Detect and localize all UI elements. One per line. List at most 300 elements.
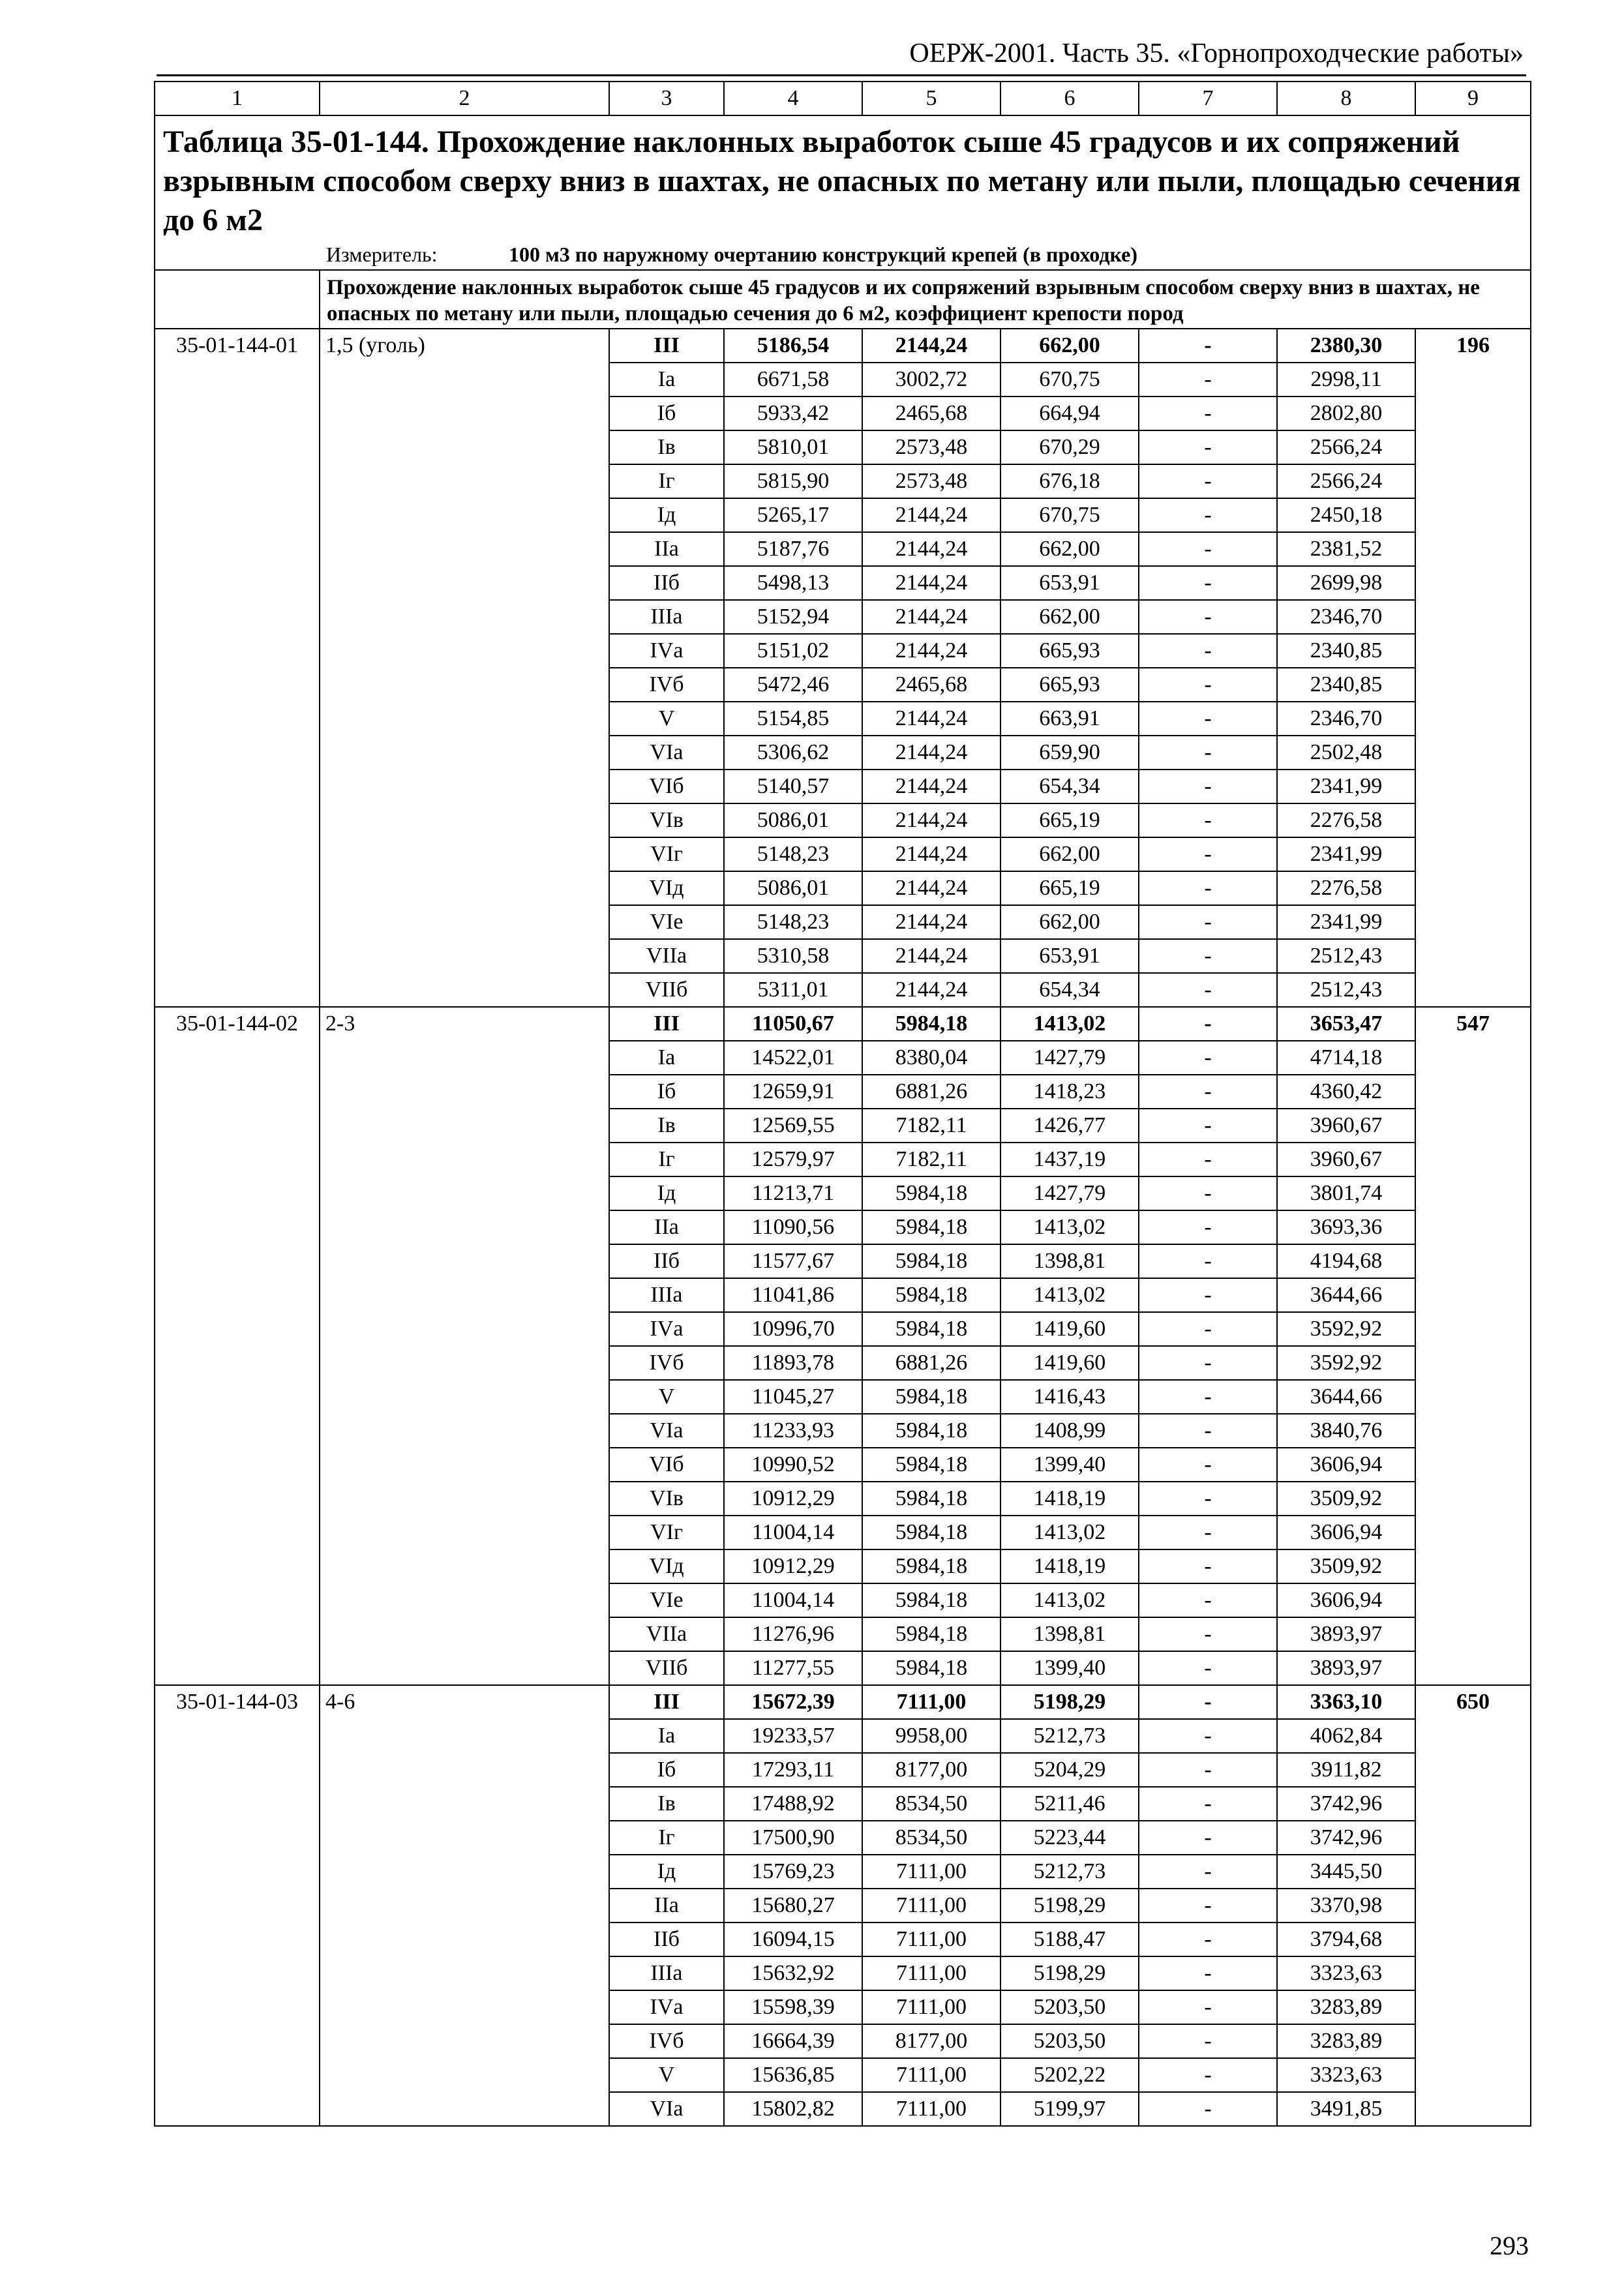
- value-cell: 670,75: [1000, 363, 1139, 396]
- condition-code: Iа: [609, 1041, 724, 1075]
- table-row: [155, 1075, 1531, 1109]
- value-cell: 1418,19: [1000, 1549, 1139, 1583]
- value-cell: -: [1139, 1549, 1277, 1583]
- rock-hardness: [320, 1244, 609, 1278]
- condition-code: VIд: [609, 1549, 724, 1583]
- value-cell: 3801,74: [1277, 1176, 1415, 1210]
- value-cell: 3794,68: [1277, 1922, 1415, 1956]
- rate-code: [155, 770, 320, 803]
- condition-code: V: [609, 702, 724, 736]
- table-row: [155, 1414, 1531, 1448]
- value-cell: 2144,24: [862, 770, 1000, 803]
- rate-code: [155, 1617, 320, 1651]
- rate-code: [155, 905, 320, 939]
- value-cell: -: [1139, 1482, 1277, 1516]
- group-value: [1415, 1448, 1531, 1482]
- group-value: [1415, 1176, 1531, 1210]
- value-cell: 1413,02: [1000, 1278, 1139, 1312]
- value-cell: 7111,00: [862, 1855, 1000, 1889]
- rate-code: [155, 1041, 320, 1075]
- value-cell: 10996,70: [724, 1312, 862, 1346]
- value-cell: 3911,82: [1277, 1753, 1415, 1787]
- rate-code: [155, 1651, 320, 1685]
- value-cell: -: [1139, 1821, 1277, 1855]
- group-value: [1415, 1922, 1531, 1956]
- value-cell: 4062,84: [1277, 1719, 1415, 1753]
- value-cell: 653,91: [1000, 939, 1139, 973]
- value-cell: 8380,04: [862, 1041, 1000, 1075]
- rock-hardness: [320, 1109, 609, 1143]
- value-cell: 2340,85: [1277, 668, 1415, 702]
- value-cell: 3606,94: [1277, 1448, 1415, 1482]
- value-cell: 3606,94: [1277, 1583, 1415, 1617]
- value-cell: 2346,70: [1277, 702, 1415, 736]
- table-row: [155, 1922, 1531, 1956]
- value-cell: 5984,18: [862, 1312, 1000, 1346]
- value-cell: 10912,29: [724, 1482, 862, 1516]
- group-value: [1415, 1346, 1531, 1380]
- value-cell: 7111,00: [862, 1922, 1000, 1956]
- table-row: [155, 566, 1531, 600]
- value-cell: 1399,40: [1000, 1651, 1139, 1685]
- value-cell: -: [1139, 1380, 1277, 1414]
- table-row: [155, 2058, 1531, 2092]
- value-cell: 3960,67: [1277, 1143, 1415, 1176]
- rock-hardness: [320, 1922, 609, 1956]
- value-cell: 2998,11: [1277, 363, 1415, 396]
- condition-code: IIб: [609, 1244, 724, 1278]
- value-cell: -: [1139, 1922, 1277, 1956]
- condition-code: Iб: [609, 1753, 724, 1787]
- value-cell: -: [1139, 1414, 1277, 1448]
- condition-code: VIа: [609, 1414, 724, 1448]
- value-cell: 2144,24: [862, 736, 1000, 770]
- value-cell: 2144,24: [862, 532, 1000, 566]
- rock-hardness: [320, 1380, 609, 1414]
- group-value: [1415, 1753, 1531, 1787]
- value-cell: 5187,76: [724, 532, 862, 566]
- value-cell: 2144,24: [862, 566, 1000, 600]
- value-cell: -: [1139, 905, 1277, 939]
- group-value: [1415, 2024, 1531, 2058]
- value-cell: 654,34: [1000, 770, 1139, 803]
- condition-code: Iб: [609, 396, 724, 430]
- value-cell: 3002,72: [862, 363, 1000, 396]
- value-cell: 5086,01: [724, 803, 862, 837]
- value-cell: 5212,73: [1000, 1855, 1139, 1889]
- group-value: [1415, 1075, 1531, 1109]
- value-cell: 3606,94: [1277, 1516, 1415, 1549]
- group-value: [1415, 2058, 1531, 2092]
- rate-code: [155, 668, 320, 702]
- value-cell: 2276,58: [1277, 803, 1415, 837]
- condition-code: Iв: [609, 430, 724, 464]
- value-cell: 5310,58: [724, 939, 862, 973]
- rock-hardness: [320, 1549, 609, 1583]
- rock-hardness: [320, 1075, 609, 1109]
- value-cell: 1398,81: [1000, 1244, 1139, 1278]
- value-cell: -: [1139, 837, 1277, 871]
- group-value: [1415, 1855, 1531, 1889]
- rock-hardness: [320, 736, 609, 770]
- rate-code: [155, 1889, 320, 1922]
- value-cell: -: [1139, 1516, 1277, 1549]
- value-cell: 7182,11: [862, 1143, 1000, 1176]
- value-cell: -: [1139, 1787, 1277, 1821]
- value-cell: 12569,55: [724, 1109, 862, 1143]
- condition-code: VIб: [609, 1448, 724, 1482]
- value-cell: 11041,86: [724, 1278, 862, 1312]
- rate-code: [155, 566, 320, 600]
- condition-code: IIа: [609, 1889, 724, 1922]
- rock-hardness: [320, 1990, 609, 2024]
- group-value: [1415, 1956, 1531, 1990]
- value-cell: 665,93: [1000, 634, 1139, 668]
- value-cell: -: [1139, 566, 1277, 600]
- rock-hardness: [320, 532, 609, 566]
- value-cell: 2573,48: [862, 430, 1000, 464]
- value-cell: 11090,56: [724, 1210, 862, 1244]
- value-cell: 2144,24: [862, 837, 1000, 871]
- value-cell: 3653,47: [1277, 1007, 1415, 1041]
- value-cell: 3742,96: [1277, 1821, 1415, 1855]
- rate-code: [155, 1075, 320, 1109]
- value-cell: 11004,14: [724, 1516, 862, 1549]
- rock-hardness: [320, 1143, 609, 1176]
- rock-hardness: [320, 905, 609, 939]
- running-header: [157, 31, 1526, 76]
- value-cell: 5211,46: [1000, 1787, 1139, 1821]
- value-cell: 5151,02: [724, 634, 862, 668]
- rate-code: [155, 1753, 320, 1787]
- value-cell: 7111,00: [862, 2058, 1000, 2092]
- condition-code: VIв: [609, 803, 724, 837]
- value-cell: -: [1139, 498, 1277, 532]
- value-cell: 5154,85: [724, 702, 862, 736]
- value-cell: 1399,40: [1000, 1448, 1139, 1482]
- condition-code: IVа: [609, 634, 724, 668]
- value-cell: -: [1139, 1075, 1277, 1109]
- column-number: 9: [1415, 82, 1531, 115]
- table-row: [155, 1956, 1531, 1990]
- table-row: [155, 1549, 1531, 1583]
- value-cell: 17293,11: [724, 1753, 862, 1787]
- rate-code: [155, 939, 320, 973]
- value-cell: -: [1139, 430, 1277, 464]
- value-cell: 5140,57: [724, 770, 862, 803]
- value-cell: 5984,18: [862, 1516, 1000, 1549]
- rock-hardness: 2-3: [320, 1007, 609, 1041]
- value-cell: 15632,92: [724, 1956, 862, 1990]
- value-cell: 10912,29: [724, 1549, 862, 1583]
- rate-code: [155, 973, 320, 1007]
- rate-code: 35-01-144-03: [155, 1685, 320, 1719]
- value-cell: 664,94: [1000, 396, 1139, 430]
- table-row: [155, 803, 1531, 837]
- value-cell: 654,34: [1000, 973, 1139, 1007]
- value-cell: 662,00: [1000, 329, 1139, 363]
- value-cell: 8534,50: [862, 1787, 1000, 1821]
- table-row: [155, 430, 1531, 464]
- value-cell: 11004,14: [724, 1583, 862, 1617]
- group-value: 196: [1415, 329, 1531, 363]
- condition-code: Iб: [609, 1075, 724, 1109]
- group-value: [1415, 1651, 1531, 1685]
- rate-code: [155, 634, 320, 668]
- table-row: [155, 532, 1531, 566]
- condition-code: VIг: [609, 837, 724, 871]
- condition-code: VIIб: [609, 973, 724, 1007]
- value-cell: 3592,92: [1277, 1346, 1415, 1380]
- value-cell: -: [1139, 1143, 1277, 1176]
- value-cell: 15636,85: [724, 2058, 862, 2092]
- group-value: [1415, 396, 1531, 430]
- condition-code: Iг: [609, 1821, 724, 1855]
- value-cell: 5203,50: [1000, 1990, 1139, 2024]
- value-cell: 5984,18: [862, 1617, 1000, 1651]
- value-cell: 3509,92: [1277, 1549, 1415, 1583]
- condition-code: V: [609, 1380, 724, 1414]
- value-cell: 16664,39: [724, 2024, 862, 2058]
- group-value: [1415, 498, 1531, 532]
- value-cell: 653,91: [1000, 566, 1139, 600]
- table-row: [155, 770, 1531, 803]
- rock-hardness: [320, 770, 609, 803]
- value-cell: 665,19: [1000, 803, 1139, 837]
- value-cell: 15672,39: [724, 1685, 862, 1719]
- value-cell: 5198,29: [1000, 1889, 1139, 1922]
- value-cell: -: [1139, 1855, 1277, 1889]
- table-row: [155, 2024, 1531, 2058]
- condition-code: III: [609, 329, 724, 363]
- value-cell: -: [1139, 329, 1277, 363]
- group-value: [1415, 1617, 1531, 1651]
- condition-code: VIд: [609, 871, 724, 905]
- value-cell: -: [1139, 973, 1277, 1007]
- rock-hardness: [320, 1312, 609, 1346]
- rock-hardness: [320, 668, 609, 702]
- table-row: [155, 939, 1531, 973]
- group-value: [1415, 600, 1531, 634]
- condition-code: VIе: [609, 905, 724, 939]
- rate-code: 35-01-144-01: [155, 329, 320, 363]
- group-value: [1415, 1414, 1531, 1448]
- value-cell: -: [1139, 702, 1277, 736]
- value-cell: 6881,26: [862, 1075, 1000, 1109]
- value-cell: -: [1139, 1753, 1277, 1787]
- value-cell: 2144,24: [862, 803, 1000, 837]
- value-cell: 5984,18: [862, 1583, 1000, 1617]
- value-cell: -: [1139, 1651, 1277, 1685]
- value-cell: 11893,78: [724, 1346, 862, 1380]
- rate-code: [155, 363, 320, 396]
- value-cell: 3742,96: [1277, 1787, 1415, 1821]
- value-cell: 2144,24: [862, 939, 1000, 973]
- table-row: [155, 1143, 1531, 1176]
- rate-code: [155, 1821, 320, 1855]
- measure-cell: [155, 240, 1531, 270]
- value-cell: -: [1139, 1109, 1277, 1143]
- rock-hardness: [320, 2092, 609, 2126]
- value-cell: 6671,58: [724, 363, 862, 396]
- condition-code: VIг: [609, 1516, 724, 1549]
- group-value: [1415, 566, 1531, 600]
- group-value: [1415, 1516, 1531, 1549]
- value-cell: 5984,18: [862, 1651, 1000, 1685]
- value-cell: -: [1139, 1990, 1277, 2024]
- rate-code: [155, 1143, 320, 1176]
- group-value: [1415, 1990, 1531, 2024]
- rock-hardness: [320, 871, 609, 905]
- value-cell: 5199,97: [1000, 2092, 1139, 2126]
- value-cell: -: [1139, 1448, 1277, 1482]
- rock-hardness: [320, 430, 609, 464]
- table-row: [155, 905, 1531, 939]
- condition-code: VIIа: [609, 1617, 724, 1651]
- rock-hardness: [320, 396, 609, 430]
- value-cell: 12579,97: [724, 1143, 862, 1176]
- rate-code: [155, 498, 320, 532]
- value-cell: 1413,02: [1000, 1516, 1139, 1549]
- value-cell: 2512,43: [1277, 939, 1415, 973]
- column-number: 2: [320, 82, 609, 115]
- group-value: [1415, 736, 1531, 770]
- value-cell: -: [1139, 871, 1277, 905]
- value-cell: 3644,66: [1277, 1278, 1415, 1312]
- rate-code: [155, 837, 320, 871]
- value-cell: -: [1139, 2058, 1277, 2092]
- value-cell: 5984,18: [862, 1482, 1000, 1516]
- value-cell: 5198,29: [1000, 1685, 1139, 1719]
- rock-hardness: 1,5 (уголь): [320, 329, 609, 363]
- value-cell: 15802,82: [724, 2092, 862, 2126]
- rock-hardness: [320, 1956, 609, 1990]
- value-cell: -: [1139, 668, 1277, 702]
- group-value: [1415, 2092, 1531, 2126]
- condition-code: IIб: [609, 1922, 724, 1956]
- rock-hardness: [320, 939, 609, 973]
- value-cell: 5815,90: [724, 464, 862, 498]
- rock-hardness: [320, 1787, 609, 1821]
- value-cell: 2341,99: [1277, 770, 1415, 803]
- condition-code: IVа: [609, 1990, 724, 2024]
- value-cell: 2341,99: [1277, 905, 1415, 939]
- table-row: [155, 1821, 1531, 1855]
- table-row: [155, 600, 1531, 634]
- condition-code: VIIа: [609, 939, 724, 973]
- table-row: [155, 1516, 1531, 1549]
- rate-code: [155, 1278, 320, 1312]
- value-cell: -: [1139, 1007, 1277, 1041]
- value-cell: 3840,76: [1277, 1414, 1415, 1448]
- rate-code: [155, 1244, 320, 1278]
- group-value: [1415, 973, 1531, 1007]
- value-cell: 5311,01: [724, 973, 862, 1007]
- condition-code: Iг: [609, 464, 724, 498]
- value-cell: 2699,98: [1277, 566, 1415, 600]
- condition-code: Iд: [609, 498, 724, 532]
- group-value: [1415, 1821, 1531, 1855]
- rock-hardness: [320, 1346, 609, 1380]
- value-cell: 662,00: [1000, 600, 1139, 634]
- value-cell: -: [1139, 1583, 1277, 1617]
- table-row: [155, 396, 1531, 430]
- rate-code: [155, 702, 320, 736]
- value-cell: 3644,66: [1277, 1380, 1415, 1414]
- value-cell: 5984,18: [862, 1244, 1000, 1278]
- value-cell: 5984,18: [862, 1007, 1000, 1041]
- group-value: [1415, 1244, 1531, 1278]
- rate-code: [155, 1380, 320, 1414]
- value-cell: 7111,00: [862, 1889, 1000, 1922]
- table-row: [155, 1312, 1531, 1346]
- rock-hardness: [320, 1753, 609, 1787]
- value-cell: 16094,15: [724, 1922, 862, 1956]
- value-cell: -: [1139, 464, 1277, 498]
- value-cell: 1427,79: [1000, 1041, 1139, 1075]
- group-value: [1415, 905, 1531, 939]
- value-cell: 5984,18: [862, 1380, 1000, 1414]
- group-value: 547: [1415, 1007, 1531, 1041]
- value-cell: 3370,98: [1277, 1889, 1415, 1922]
- condition-code: Iг: [609, 1143, 724, 1176]
- group-value: [1415, 1210, 1531, 1244]
- table-row: [155, 1719, 1531, 1753]
- page-number: 293: [1490, 2231, 1529, 2260]
- value-cell: 11045,27: [724, 1380, 862, 1414]
- value-cell: 662,00: [1000, 905, 1139, 939]
- value-cell: 11277,55: [724, 1651, 862, 1685]
- rock-hardness: [320, 1583, 609, 1617]
- value-cell: 1437,19: [1000, 1143, 1139, 1176]
- value-cell: 1413,02: [1000, 1007, 1139, 1041]
- value-cell: -: [1139, 363, 1277, 396]
- table-row: [155, 1244, 1531, 1278]
- value-cell: 6881,26: [862, 1346, 1000, 1380]
- value-cell: 2566,24: [1277, 430, 1415, 464]
- value-cell: -: [1139, 532, 1277, 566]
- value-cell: 1398,81: [1000, 1617, 1139, 1651]
- group-value: [1415, 668, 1531, 702]
- table-row: [155, 1617, 1531, 1651]
- table-row: [155, 1855, 1531, 1889]
- condition-code: Iд: [609, 1855, 724, 1889]
- group-value: [1415, 363, 1531, 396]
- value-cell: 15598,39: [724, 1990, 862, 2024]
- value-cell: -: [1139, 1210, 1277, 1244]
- value-cell: 2144,24: [862, 973, 1000, 1007]
- table-subtitle: Прохождение наклонных выработок сыше 45 градусов и их сопряжений взрывным способом сверху вниз в шахтах, не опасных по метану или пыли, площадью сечения до 6 м2, коэффициент крепости пород: [320, 270, 1531, 329]
- column-number: 7: [1139, 82, 1277, 115]
- value-cell: 11050,67: [724, 1007, 862, 1041]
- condition-code: Iд: [609, 1176, 724, 1210]
- table-row: [155, 1176, 1531, 1210]
- condition-code: III: [609, 1007, 724, 1041]
- value-cell: 1418,19: [1000, 1482, 1139, 1516]
- rate-code: [155, 396, 320, 430]
- value-cell: 5203,50: [1000, 2024, 1139, 2058]
- value-cell: 4194,68: [1277, 1244, 1415, 1278]
- rate-code: [155, 1719, 320, 1753]
- group-value: [1415, 532, 1531, 566]
- column-number: 3: [609, 82, 724, 115]
- rock-hardness: [320, 1041, 609, 1075]
- rate-code: [155, 464, 320, 498]
- measure-row: [155, 240, 1531, 270]
- running-header-text: ОЕРЖ-2001. Часть 35. «Горнопроходческие работы»: [909, 38, 1524, 68]
- condition-code: V: [609, 2058, 724, 2092]
- rate-code: [155, 2058, 320, 2092]
